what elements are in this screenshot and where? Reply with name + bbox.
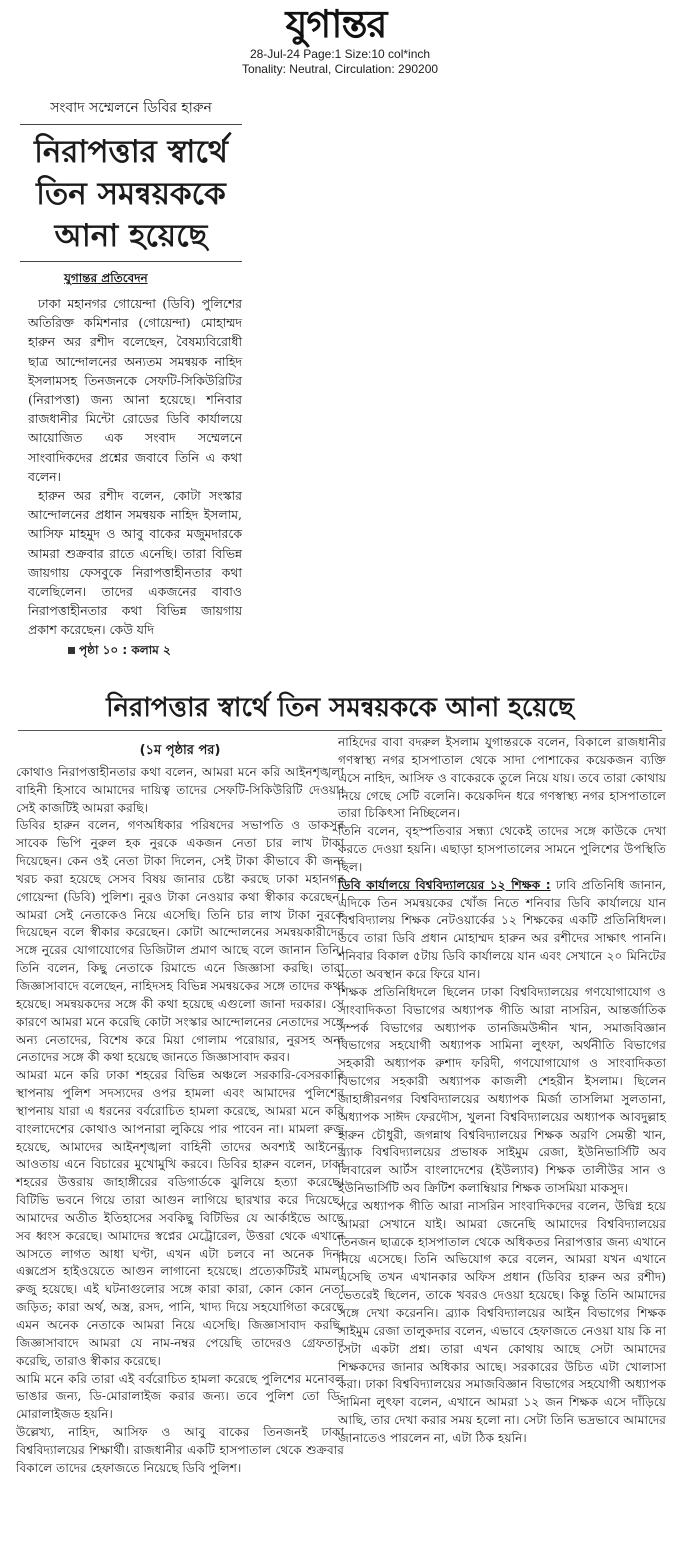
front-headline <box>20 131 242 257</box>
left-column <box>16 742 344 1478</box>
headline-line: আনা হয়েছে <box>54 218 208 254</box>
paragraph-text: ঢাবি প্রতিনিধি জানান, এদিকে তিন সমন্বয়কের খোঁজ নিতে শনিবার ডিবি কার্যালয়ে যান বিশ্ববিদ্যালয় শিক্ষক নেটওয়ার্কের ১২ শিক্ষকের একটি প্রতিনিধিদল। তবে তারা ডিবি প্রধান মোহাম্মদ হারুন অর রশীদের সাক্ষাৎ পাননি। শনিবার বিকাল ৫টায় ডিবি কার্যালয়ে যান এবং সেখানে ২০ মিনিটের মতো অবস্থান করে ফিরে যান। <box>338 877 666 981</box>
paragraph: ঢাকা মহানগর গোয়েন্দা (ডিবি) পুলিশের অতিরিক্ত কমিশনার (গোয়েন্দা) মোহাম্মদ হারুন অর রশীদ বলেছেন, বৈষম্যবিরোধী ছাত্র আন্দোলনের অন্যতম সমন্বয়ক নাহিদ ইসলামসহ তিনজনকে সেফটি-সিকিউরিটির (নিরাপত্তা) জন্য আনা হয়েছে। শনিবার রাজধানীর মিন্টো রোডের ডিবি কার্যালয়ে আয়োজিত এক সংবাদ সম্মেলনে সাংবাদিকদের প্রশ্নের জবাবে তিনি এ কথা বলেন। <box>28 296 242 484</box>
subhead-paragraph <box>338 877 666 984</box>
subhead: ডিবি কার্যালয়ে বিশ্ববিদ্যালয়ের ১২ শিক্ষক : <box>338 877 551 892</box>
right-column <box>338 734 666 1448</box>
kicker: সংবাদ সম্মেলনে ডিবির হারুন <box>50 100 212 116</box>
paragraph: আমি মনে করি তারা এই বর্বরোচিত হামলা করেছে পুলিশের মনোবল ভাঙার জন্য, ডি-মোরালাইজ করার জন্য। তবে পুলিশ তো ডি-মোরালাইজড হয়নি। <box>16 1371 344 1422</box>
inside-headline: নিরাপত্তার স্বার্থে তিন সমন্বয়ককে আনা হয়েছে <box>18 688 662 731</box>
continued-marker <box>20 642 242 662</box>
headline-line: নিরাপত্তার স্বার্থে <box>34 134 228 170</box>
paragraph: উল্লেখ্য, নাহিদ, আসিফ ও আবু বাকের তিনজনই ঢাকা বিশ্ববিদ্যালয়ের শিক্ষার্থী। রাজধানীর একটি হাসপাতাল থেকে শুক্রবার বিকালে তাদের হেফাজতে নিয়েছে ডিবি পুলিশ। <box>16 1425 344 1475</box>
paragraph: হারুন অর রশীদ বলেন, কোটা সংস্কার আন্দোলনের প্রধান সমন্বয়ক নাহিদ ইসলাম, আসিফ মাহমুদ ও আবু বাকের মজুমদারকে আমরা শুক্রবার রাতে এনেছি। তারা বিভিন্ন জায়গায় ফেসবুকে নিরাপত্তাহীনতার কথা বলেছিলেন। তাদের একজনের বাবাও নিরাপত্তাহীনতার কথা বিভিন্ন জায়গায় প্রকাশ করেছেন। কেউ যদি <box>28 488 242 638</box>
divider <box>20 124 242 125</box>
paragraph: ডিবির হারুন বলেন, গণঅধিকার পরিষদের সভাপতি ও ডাকসুর সাবেক ভিপি নুরুল হক নুরকে একজন নেতা চার লাখ টাকা দিয়েছেন। কেন ওই নেতা টাকা দিলেন, সেই টাকা কীভাবে কী জন্য খরচ করা হয়েছে সেসব বিষয় জানার চেষ্টা করছে ঢাকা মহানগর গোয়েন্দা (ডিবি) পুলিশ। নুরও টাকা নেওয়ার কথা স্বীকার করেছেন। আমরা সেই নেতাকেও নিয়ে এসেছি। তিনি চার লাখ টাকা নুরকে দিয়েছেন বলে স্বীকার করেছেন। কোটা আন্দোলনের সমন্বয়কারীদের সঙ্গে নুরের যোগাযোগের ডিজিটাল প্রমাণ আছে বলে জানান তিনি। তিনি বলেন, কিছু নেতাকে রিমান্ডে এনে জিজ্ঞাসা করছি। তারা জিজ্ঞাসাবাদে বলেছেন, নাহিদসহ বিভিন্ন সমন্বয়কের সঙ্গে তাদের কথা হয়েছে। সমন্বয়কদের সঙ্গে কী কথা হয়েছে এগুলো জানা দরকার। সে কারণে আমরা মনে করেছি কোটা সংস্কার আন্দোলনের নেতাদের সঙ্গে অন্য নেতাদের, বিশেষ করে মিয়া গোলাম পরোয়ার, নুরসহ অন্য নেতাদের সঙ্গে কী কথা হয়েছে জানতে জিজ্ঞাসাবাদ করব। <box>16 818 344 1065</box>
continued-label: পৃষ্ঠা ১০ : কলাম ২ <box>79 642 171 657</box>
square-bullet-icon <box>68 647 75 654</box>
newspaper-logo: যুগান্তর <box>285 2 387 46</box>
clipping-meta-date: 28-Jul-24 Page:1 Size:10 col*inch <box>249 47 431 61</box>
paragraph: আমরা মনে করি ঢাকা শহরের বিভিন্ন অঞ্চলে সরকারি-বেসরকারি স্থাপনায় পুলিশ সদস্যদের ওপর হামলা এবং আমাদের পুলিশের স্থাপনায় যারা এ ধরনের বর্বরোচিত হামলা করেছে, আমরা মনে করি বাংলাদেশের কোথাও আপনারা লুকিয়ে পার পাবেন না। মামলা রুজু হয়েছে, আমাদের আইনশৃঙ্খলা বাহিনী তাদের অবশ্যই আইনের আওতায় এনে বিচারের মুখোমুখি করবে। ডিবির হারুন বলেন, ঢাকা শহরের উত্তরায় জাহাঙ্গীরের বডিগার্ডকে ঝুলিয়ে হত্যা করেছে। বিটিভি ভবনে গিয়ে তারা আগুন লাগিয়ে ছারখার করে দিয়েছে। আমাদের অতীত ইতিহাসের সবকিছু বিটিভির যে আর্কাইভে আছে সব ধ্বংস করেছে। আমাদের স্বপ্নের মেট্রোরেল, উত্তরা থেকে এখানে আসতে লাগত আধা ঘণ্টা, এখন এটা চলবে না অনেক দিন। এক্সপ্রেস হাইওয়েতে আগুন লাগানো হয়েছে। প্রত্যেকটিরই মামলা রুজু হয়েছে। এই ঘটনাগুলোর সঙ্গে কারা কারা, কোন কোন নেতা জড়িত; কারা অর্থ, অস্ত্র, রসদ, পানি, খাদ্য দিয়ে সহযোগিতা করেছে এমন অনেক নেতাকে আমরা নিয়ে এসেছি। জিজ্ঞাসাবাদ করছি, জিজ্ঞাসাবাদে আমরা যে নাম-নম্বর পেয়েছি তাদেরও গ্রেফতার করেছি, তারাও স্বীকার করেছে। <box>16 1068 344 1368</box>
paragraph: তিনি বলেন, বৃহস্পতিবার সন্ধ্যা থেকেই তাদের সঙ্গে কাউকে দেখা করতে দেওয়া হয়নি। এছাড়া হাসপাতালের সামনে পুলিশের উপস্থিতি ছিল। <box>338 824 666 874</box>
from-page-label: (১ম পৃষ্ঠার পর) <box>139 743 221 758</box>
clipping-meta-tonality: Tonality: Neutral, Circulation: 290200 <box>241 62 439 76</box>
lead-text <box>20 294 242 640</box>
paragraph: কোথাও নিরাপত্তাহীনতার কথা বলেন, আমরা মনে করি আইনশৃঙ্খলা বাহিনী হিসাবে আমাদের দায়িত্ব তাদের সেফটি-সিকিউরিটি দেওয়া। সেই কাজটিই আমরা করছি। <box>16 764 344 815</box>
paragraph: নাহিদের বাবা বদরুল ইসলাম যুগান্তরকে বলেন, বিকালে রাজধানীর গণস্বাস্থ্য নগর হাসপাতাল থেকে সাদা পোশাকের কয়েকজন ব্যক্তি এসে নাহিদ, আসিফ ও বাকেরকে তুলে নিয়ে যায়। তবে তারা কোথায় নিয়ে গেছে সেটি বলেনি। কয়েকদিন ধরে গণস্বাস্থ্য নগর হাসপাতালে তারা চিকিৎসা নিচ্ছিলেন। <box>338 735 666 821</box>
byline: যুগান্তর প্রতিবেদন <box>64 271 148 285</box>
divider <box>20 261 242 262</box>
headline-line: তিন সমন্বয়ককে <box>36 176 226 212</box>
paragraph: পরে অধ্যাপক গীতি আরা নাসরিন সাংবাদিকদের বলেন, উদ্বিগ্ন হয়ে আমরা সেখানে যাই। আমরা জেনেছি আমাদের বিশ্ববিদ্যালয়ের তিনজন ছাত্রকে হাসপাতাল থেকে অধিকতর নিরাপত্তার জন্য এখানে নিয়ে এসেছে। তিনি অভিযোগ করে বলেন, আমরা যখন এখানে এসেছি তখন এখানকার অফিস প্রধান (ডিবির হারুন অর রশীদ) ভেতরেই ছিলেন, তাকে খবরও দেওয়া হয়েছে। কিন্তু তিনি আমাদের সঙ্গে দেখা করেননি। ব্র্যাক বিশ্ববিদ্যালয়ের আইন বিভাগের শিক্ষক সাইমুম রেজা তালুকদার বলেন, এভাবে হেফাজতে নেওয়া যায় কি না সেটা একটা প্রশ্ন। তারা এখন কোথায় আছে সেটা আমাদের শিক্ষকদের জানার অধিকার আছে। সরকারের উচিত এটা খোলাসা করা। ঢাকা বিশ্ববিদ্যালয়ের সমাজবিজ্ঞান বিভাগের সহযোগী অধ্যাপক সামিনা লুৎফা বলেন, এখানে আমরা ১২ জন শিক্ষক এসে দাঁড়িয়ে আছি, তার দেখা করার সময় হলো না। সেটা তিনি ভদ্রভাবে আমাদের জানাতেও পারলেন না, এটা ঠিক হয়নি। <box>338 1198 666 1445</box>
paragraph: শিক্ষক প্রতিনিধিদলে ছিলেন ঢাকা বিশ্ববিদ্যালয়ের গণযোগাযোগ ও সাংবাদিকতা বিভাগের অধ্যাপক গীতি আরা নাসরিন, আন্তর্জাতিক সম্পর্ক বিভাগের অধ্যাপক তানজিমউদ্দীন খান, সমাজবিজ্ঞান বিভাগের সহযোগী অধ্যাপক সামিনা লুৎফা, অর্থনীতি বিভাগের সহকারী অধ্যাপক রুশাদ ফরিদী, গণযোগাযোগ ও সাংবাদিকতা বিভাগের সহকারী অধ্যাপক কাজলী শেহরীন ইসলাম। ছিলেন জাহাঙ্গীরনগর বিশ্ববিদ্যালয়ের অধ্যাপক মির্জা তাসলিমা সুলতানা, অধ্যাপক সাঈদ ফেরদৌস, খুলনা বিশ্ববিদ্যালয়ের অধ্যাপক আবদুল্লাহ হারুন চৌধুরী, জগন্নাথ বিশ্ববিদ্যালয়ের শিক্ষক অরণি সেমন্তী খান, ব্র্যাক বিশ্ববিদ্যালয়ের প্রভাষক সাইমুম রেজা, ইউনিভার্সিটি অব লিবারেল আর্টস বাংলাদেশের (ইউল্যাব) শিক্ষক তালীউর সান ও ইউনিভার্সিটি অব ক্রিটিশ কলাম্বিয়ার শিক্ষক তাসমিয়া মাকসুদ। <box>338 984 666 1196</box>
front-page-story <box>20 96 242 662</box>
